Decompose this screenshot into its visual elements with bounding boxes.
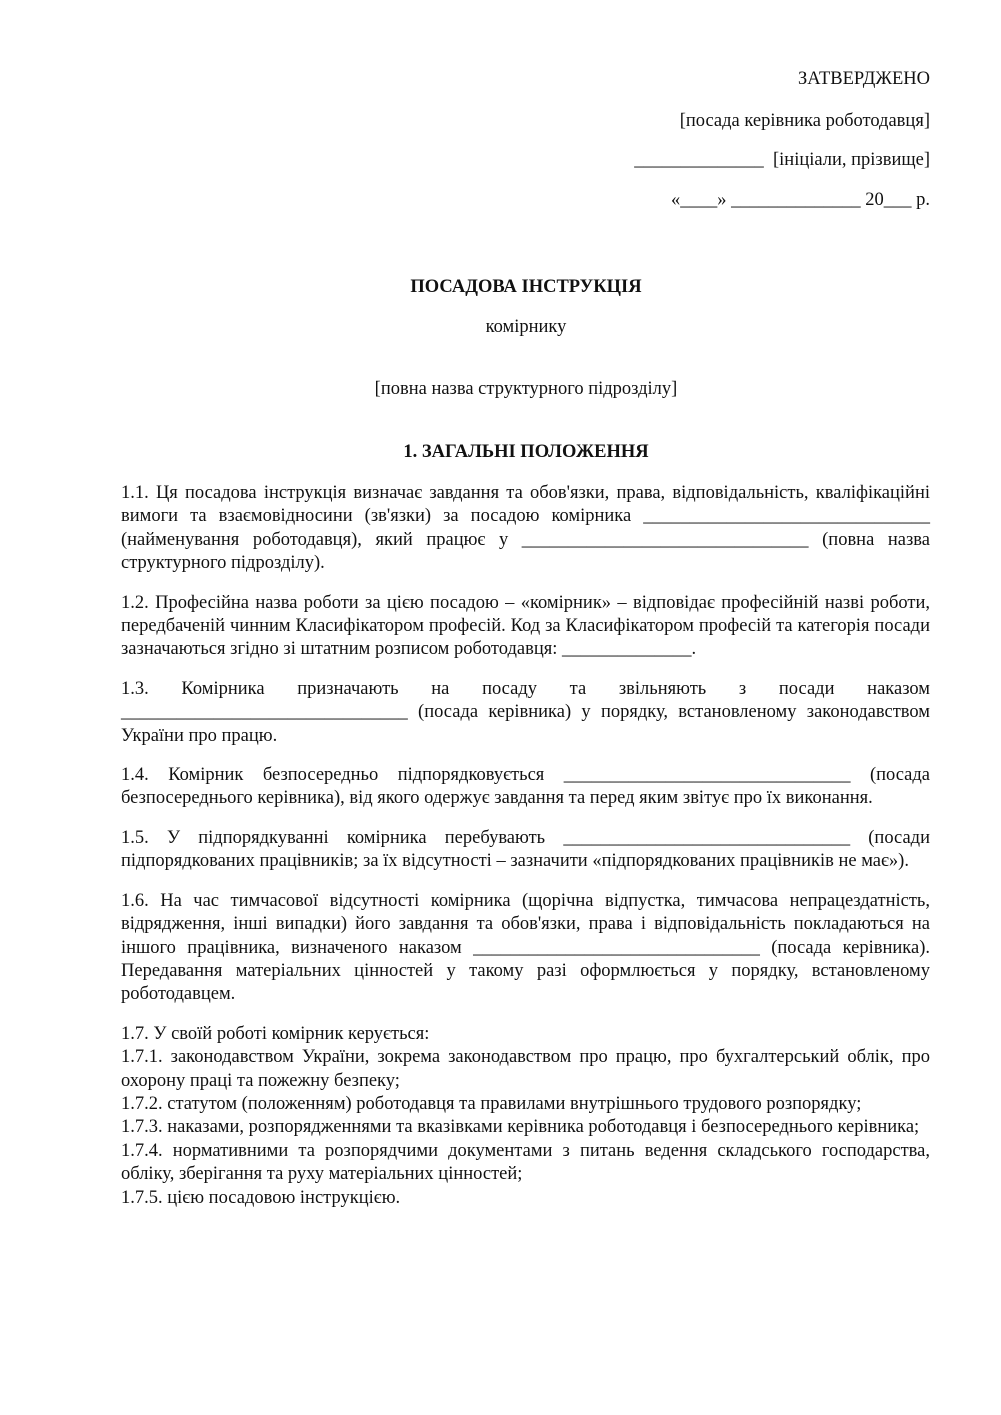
paragraph-1-3: 1.3. Комірника призначають на посаду та звільняють з посади наказом _______________________________ (посада керівника) у порядку, встановленому законодавством України про працю. bbox=[121, 678, 930, 746]
approval-date: «____» ______________ 20___ р. bbox=[671, 190, 930, 210]
paragraph-1-5: 1.5. У підпорядкуванні комірника перебувають _______________________________ (посади підпорядкованих працівників; за їх відсутності – зазначити «підпорядкованих працівників не має»). bbox=[121, 827, 930, 872]
paragraph-1-2: 1.2. Професійна назва роботи за цією посадою – «комірник» – відповідає професійній назві роботи, передбаченій чинним Класифікатором професій. Код за Класифікатором професій та категорія посади зазначаються згідно зі штатним розписом роботодавця: ______________. bbox=[121, 592, 930, 660]
approval-signature: ______________ [ініціали, прізвище] bbox=[634, 150, 930, 170]
approval-title: ЗАТВЕРДЖЕНО bbox=[797, 69, 930, 89]
structural-unit: [повна назва структурного підрозділу] bbox=[374, 379, 678, 399]
paragraph-1-4: 1.4. Комірник безпосередньо підпорядковується _______________________________ (посада безпосереднього керівника), від якого одержує завдання та перед яким звітує про їх виконання. bbox=[121, 765, 930, 809]
section-title: 1. ЗАГАЛЬНІ ПОЛОЖЕННЯ bbox=[403, 442, 649, 462]
paragraph-1-1: 1.1. Ця посадова інструкція визначає завдання та обов'язки, права, відповідальність, кваліфікаційні вимоги та взаємовідносини (зв'язки) за посадою комірника _______________________________ (найменування роботодавця), який працює у _______________________________ (повна назва структурного підрозділу). bbox=[121, 483, 930, 574]
paragraph-1-7-5: 1.7.5. цією посадовою інструкцією. bbox=[121, 1187, 401, 1208]
approval-position: [посада керівника роботодавця] bbox=[679, 111, 930, 131]
paragraph-1-7-3: 1.7.3. наказами, розпорядженнями та вказівками керівника роботодавця і безпосереднього керівника; bbox=[121, 1117, 920, 1138]
document-title: ПОСАДОВА ІНСТРУКЦІЯ bbox=[410, 277, 642, 297]
section-body bbox=[121, 482, 930, 1210]
paragraph-1-6: 1.6. На час тимчасової відсутності комірника (щорічна відпустка, тимчасова непрацездатність, відрядження, інші випадки) його завдання та обов'язки, права і відповідальність покладаються на іншого працівника, визначеного наказом _______________________________ (посада керівника). Передавання матеріальних цінностей у такому разі оформлюється у порядку, встановленому роботодавцем. bbox=[121, 890, 930, 1005]
paragraph-1-7: 1.7. У своїй роботі комірник керується: bbox=[121, 1023, 430, 1044]
paragraph-1-7-1: 1.7.1. законодавством України, зокрема законодавством про працю, про бухгалтерський облік, про охорону праці та пожежну безпеку; bbox=[121, 1047, 930, 1091]
paragraph-1-7-4: 1.7.4. нормативними та розпорядчими документами з питань ведення складського господарства, обліку, зберігання та руху матеріальних цінностей; bbox=[121, 1140, 930, 1185]
document-subtitle: комірнику bbox=[485, 317, 567, 337]
paragraph-1-7-2: 1.7.2. статутом (положенням) роботодавця та правилами внутрішнього трудового розпорядку; bbox=[121, 1093, 862, 1114]
